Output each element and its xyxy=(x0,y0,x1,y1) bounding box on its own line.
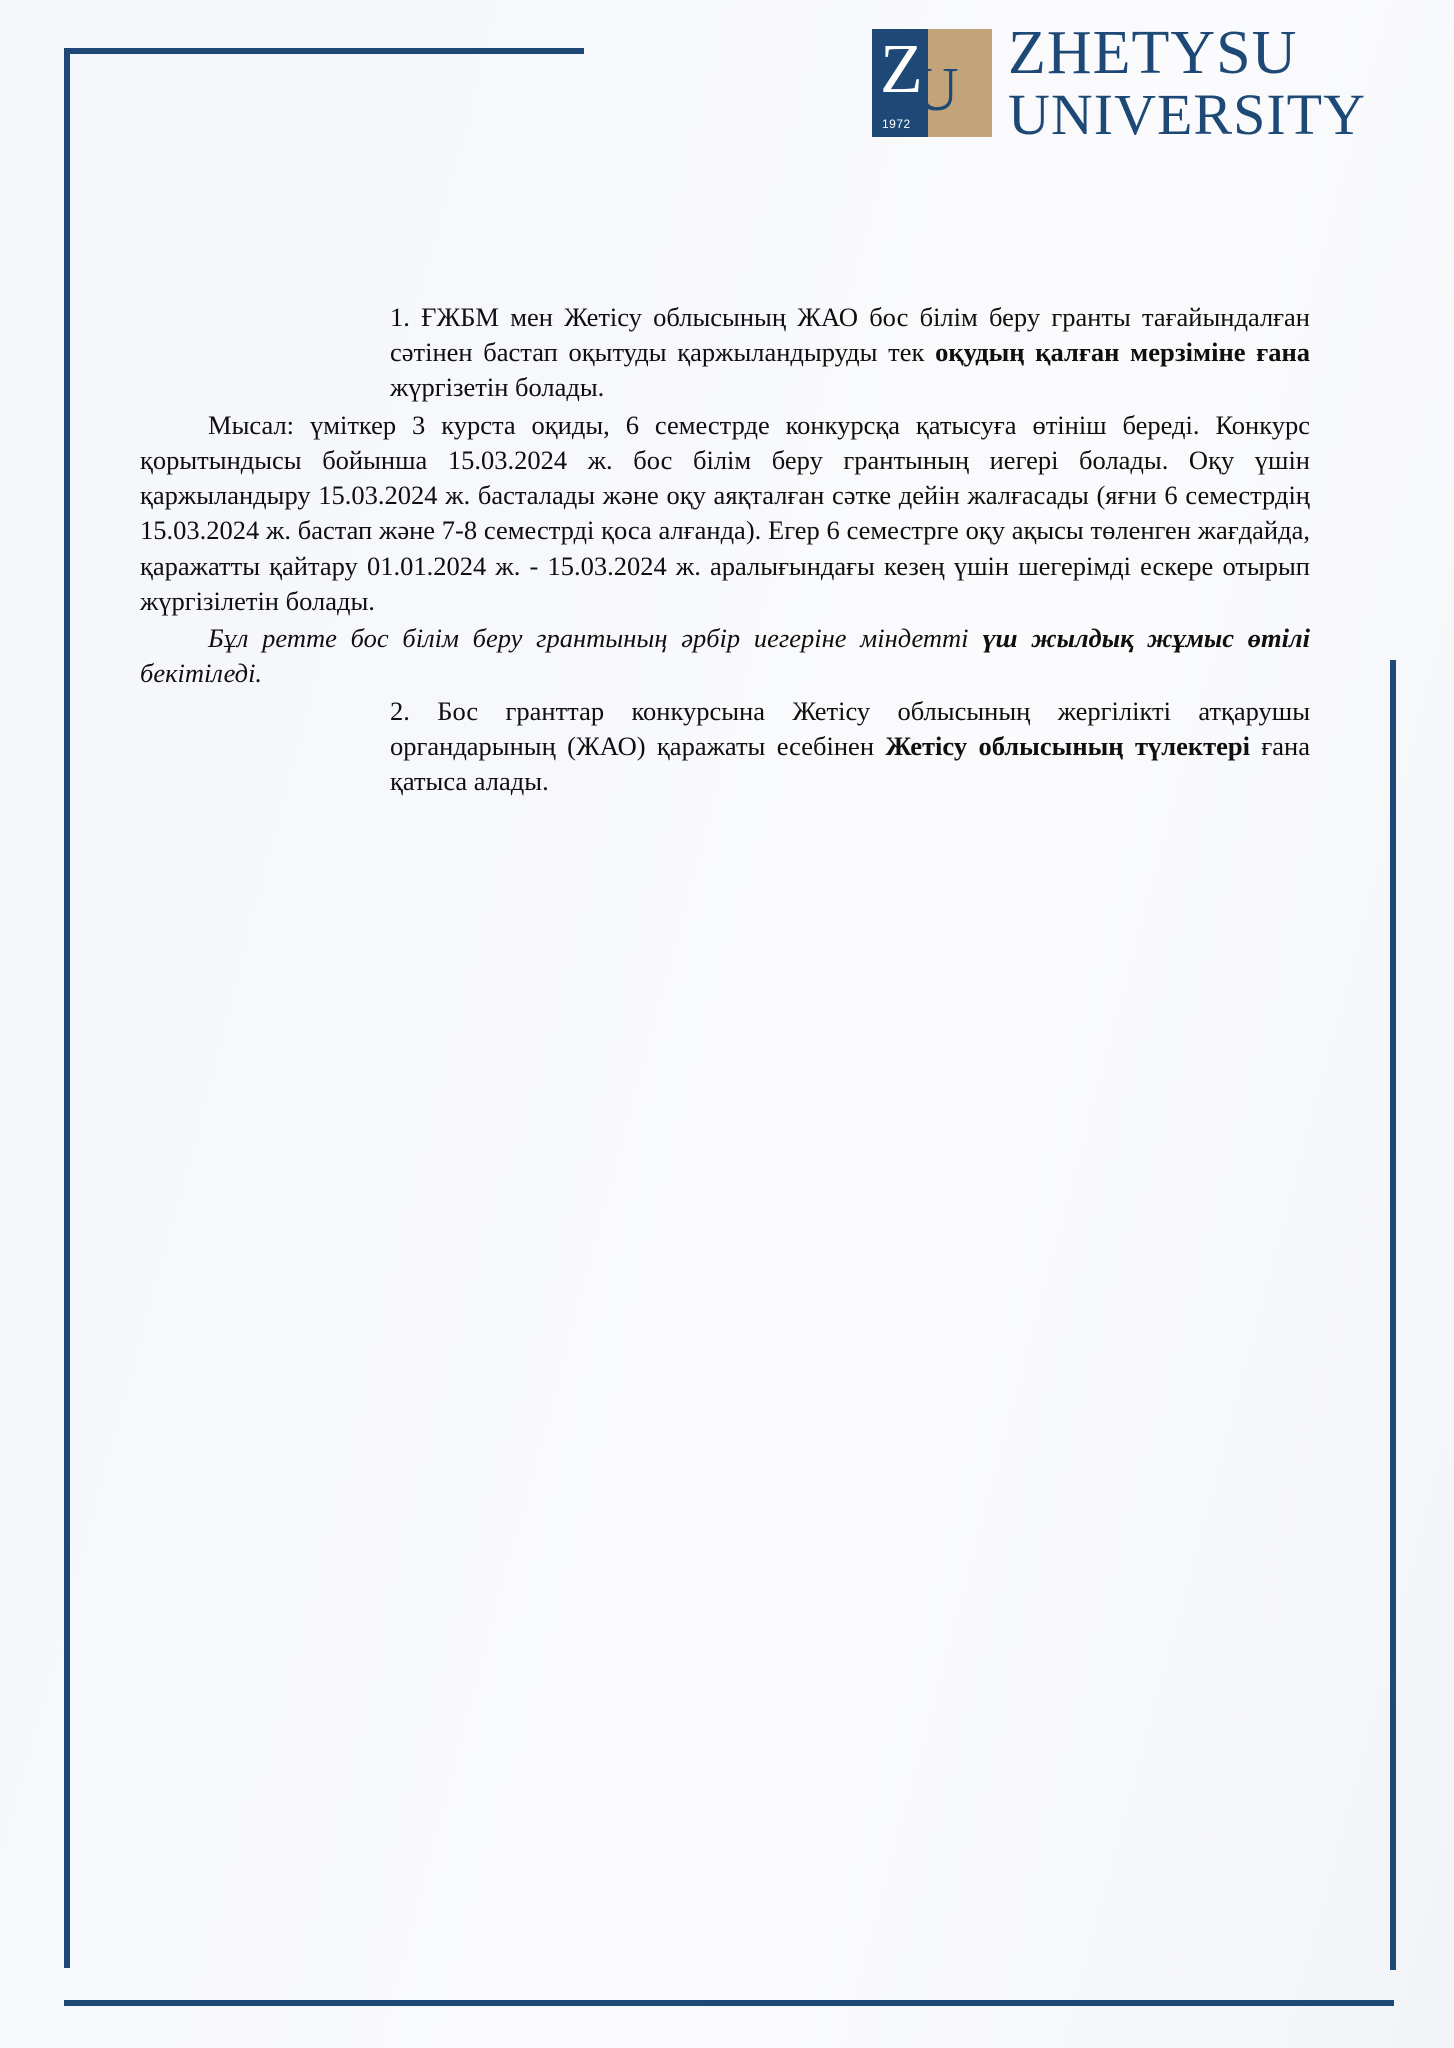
paragraph-item-2 xyxy=(390,694,1310,800)
item-2-text-b: ғана қатыса алады. xyxy=(390,730,1310,797)
document-body xyxy=(140,300,1310,801)
logo-name-line1: ZHETYSU xyxy=(1008,19,1298,87)
item-1-bold: оқудың қалған мерзіміне ғана xyxy=(935,337,1310,368)
frame-border-left xyxy=(64,48,70,1968)
logo-year: 1972 xyxy=(882,117,911,132)
logo-name-line2: UNIVERSITY xyxy=(1008,82,1366,148)
paragraph-note xyxy=(140,621,1310,691)
paragraph-item-1 xyxy=(390,300,1310,406)
frame-border-bottom xyxy=(64,2000,1394,2006)
zhetysu-university-logo xyxy=(872,19,1366,148)
frame-border-right xyxy=(1390,660,1396,1970)
item-2-number: 2. xyxy=(390,695,410,726)
item-1-text-b: жүргізетін болады. xyxy=(390,372,605,403)
item-1-text-a: ҒЖБМ мен Жетісу облысының ЖАО бос білім беру гранты тағайындалған сәтінен бастап оқытуды қаржыландыруды тек xyxy=(390,302,1310,368)
note-italic-b: бекітіледі. xyxy=(140,658,263,689)
note-italic-a: Бұл ретте бос білім беру грантының әрбір иегеріне міндетті xyxy=(208,623,983,654)
frame-border-top xyxy=(64,48,584,54)
logo-wordmark xyxy=(1008,19,1366,148)
item-2-text-a: Бос гранттар конкурсына Жетісу облысының жергілікті атқарушы органдарының (ЖАО) қаражаты есебінен xyxy=(390,695,1311,761)
note-bold-italic: үш жылдық жұмыс өтілі xyxy=(982,623,1310,654)
paragraph-example: Мысал: үміткер 3 курста оқиды, 6 семестрде конкурсқа қатысуға өтініш береді. Конкурс қорытындысы бойынша 15.03.2024 ж. бос білім беру грантының иегері болады. Оқу үшін қаржыландыру 15.03.2024 ж. басталады және оқу аяқталған сәтке дейін жалғасады (яғни 6 семестрдің 15.03.2024 ж. бастап және 7-8 семестрді қоса алғанда). Егер 6 семестрге оқу ақысы төленген жағдайда, қаражатты қайтару 01.01.2024 ж. - 15.03.2024 ж. аралығындағы кезең үшін шегерімді ескере отырып жүргізілетін болады. xyxy=(140,409,1310,616)
item-2-bold: Жетісу облысының түлектері xyxy=(885,730,1250,761)
logo-letter-z: Z xyxy=(880,31,923,109)
logo-mark-icon xyxy=(872,29,992,137)
logo-letter-u: U xyxy=(914,56,959,125)
item-1-number: 1. xyxy=(390,302,410,332)
